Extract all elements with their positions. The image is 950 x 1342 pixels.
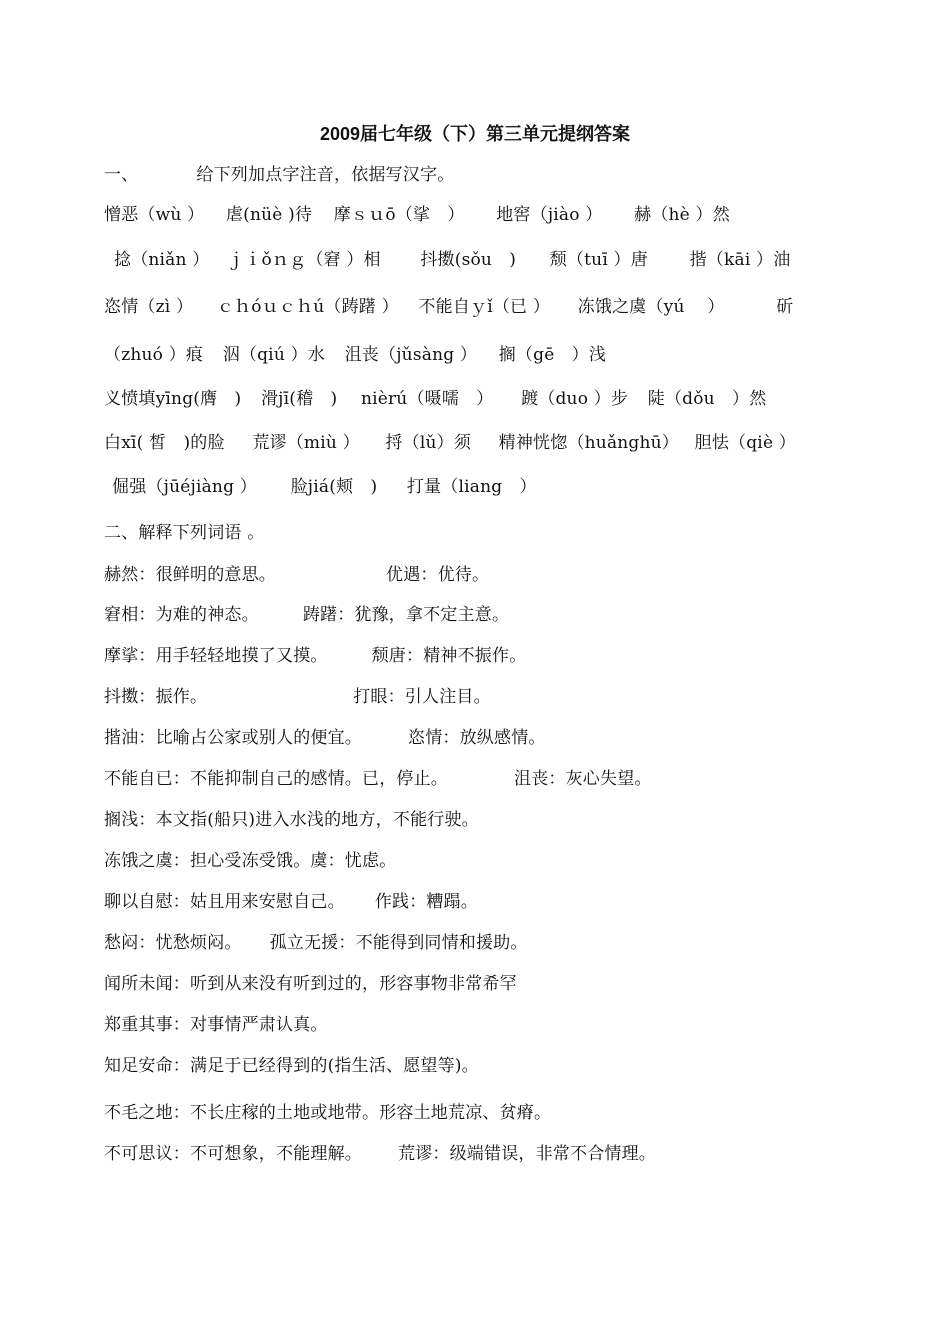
document-title: 2009届七年级（下）第三单元提纲答案 (319, 124, 631, 144)
definition-line (104, 846, 396, 871)
pinyin-item: 揩（kāi ）油 (689, 250, 791, 270)
definition-line (104, 723, 546, 748)
definition-line (104, 1010, 328, 1035)
definition-line (104, 1139, 656, 1164)
definition-line (104, 682, 491, 707)
definition-line (104, 1051, 479, 1076)
definition: 不可思议：不可想象，不能理解。 (104, 1144, 362, 1164)
pinyin-item: 脸jiá(颊 ) (290, 477, 378, 497)
definition: 荒谬：级端错误，非常不合情理。 (398, 1144, 656, 1164)
definition: 郑重其事：对事情严肃认真。 (104, 1015, 328, 1035)
definition-line (104, 600, 509, 625)
pinyin-item: 捋（lǔ）须 (385, 433, 472, 453)
definition: 抖擞：振作。 (104, 687, 208, 707)
pinyin-item: 赫（hè ）然 (634, 205, 730, 225)
definition: 恣情：放纵感情。 (408, 728, 546, 748)
pinyin-row-1 (104, 200, 730, 225)
pinyin-item: 白xī( 皙 )的脸 (104, 433, 225, 453)
definition: 沮丧：灰心失望。 (514, 769, 652, 789)
definition-line (104, 969, 517, 994)
pinyin-item: 踱（duo ）步 (521, 389, 629, 409)
pinyin-item: 虐(nüè )待 (225, 205, 313, 225)
definition: 知足安命：满足于已经得到的(指生活、愿望等)。 (104, 1056, 479, 1076)
pinyin-item: （zhuó ）痕 (104, 345, 204, 365)
pinyin-row-3 (104, 292, 793, 317)
definition-line (104, 1098, 551, 1123)
pinyin-item: 斫 (776, 297, 794, 317)
pinyin-item: 义愤填yīng(膺 ) (104, 389, 242, 409)
definition: 揩油：比喻占公家或别人的便宜。 (104, 728, 362, 748)
definition: 打眼：引人注目。 (353, 687, 491, 707)
definition: 不能自已：不能抑制自己的感情。已，停止。 (104, 769, 448, 789)
pinyin-row-7 (112, 472, 537, 497)
pinyin-row-6 (104, 428, 796, 453)
pinyin-item: 地窖（jiào ） (496, 205, 603, 225)
pinyin-item: 憎恶（wù ） (104, 205, 205, 225)
section1-number: 一、 (104, 165, 139, 185)
definition-line (104, 805, 479, 830)
pinyin-item: 精神恍惚（huǎnghū） (498, 433, 680, 453)
pinyin-item: ｃｈóｕｃｈú（踌躇 ） (216, 297, 399, 317)
pinyin-item: 滑jī(稽 ) (260, 389, 338, 409)
definition-line (104, 641, 526, 666)
section2-heading: 二、解释下列词语 。 (104, 523, 265, 543)
pinyin-item: 捻（niǎn ） (114, 250, 210, 270)
pinyin-item: 荒谬（miù ） (252, 433, 360, 453)
section1-heading-text: 给下列加点字注音，依据写汉字。 (196, 165, 455, 185)
pinyin-item: 泅（qiú ）水 (222, 345, 325, 365)
pinyin-item: 陡（dǒu ）然 (647, 389, 767, 409)
definition: 作践：糟蹋。 (374, 892, 479, 912)
definition-line (104, 928, 528, 953)
definition: 闻所未闻：听到从来没有听到过的，形容事物非常希罕 (104, 974, 517, 994)
pinyin-item: 不能自ｙǐ（已 ） (418, 297, 551, 317)
pinyin-row-5 (104, 384, 766, 409)
pinyin-row-4 (104, 340, 606, 365)
pinyin-item: ｊｉǒｎｇ（窘 ）相 (227, 250, 381, 270)
definition: 赫然：很鲜明的意思。 (104, 565, 276, 585)
definition-line (104, 887, 478, 912)
definition: 不毛之地：不长庄稼的土地或地带。形容土地荒凉、贫瘠。 (104, 1103, 552, 1123)
pinyin-item: 搁（gē ）浅 (498, 345, 607, 365)
definition-line (104, 764, 652, 789)
pinyin-item: 倔强（jūéjiàng ） (112, 477, 257, 497)
pinyin-item: 抖擞(sǒu ) (420, 250, 517, 270)
definition: 窘相：为难的神态。 (104, 605, 259, 625)
pinyin-row-2 (114, 245, 790, 270)
pinyin-item: 颓（tuī ）唐 (549, 250, 648, 270)
pinyin-item: nièrú（嗫嚅 ） (360, 389, 494, 409)
definition: 孤立无援：不能得到同情和援助。 (269, 933, 528, 953)
definition: 冻饿之虞：担心受冻受饿。虞：忧虑。 (104, 851, 397, 871)
definition-line (104, 560, 489, 585)
pinyin-item: 恣情（zì ） (104, 297, 194, 317)
pinyin-item: 摩ｓｕō（挲 ） (333, 205, 465, 225)
definition: 聊以自慰：姑且用来安慰自己。 (104, 892, 345, 912)
definition: 搁浅：本文指(船只)进入水浅的地方，不能行驶。 (104, 810, 479, 830)
pinyin-item: 胆怯（qiè ） (694, 433, 797, 453)
pinyin-item: 打量（liang ） (406, 477, 537, 497)
section1-heading (104, 160, 454, 185)
definition: 摩挲：用手轻轻地摸了又摸。 (104, 646, 328, 666)
pinyin-item: 沮丧（jǔsàng ） (344, 345, 478, 365)
definition: 优遇：优待。 (386, 565, 490, 585)
definition: 愁闷：忧愁烦闷。 (104, 933, 242, 953)
definition: 踌躇：犹豫，拿不定主意。 (302, 605, 510, 625)
definition: 颓唐：精神不振作。 (371, 646, 527, 666)
pinyin-item: 冻饿之虞（yú ） (577, 297, 725, 317)
